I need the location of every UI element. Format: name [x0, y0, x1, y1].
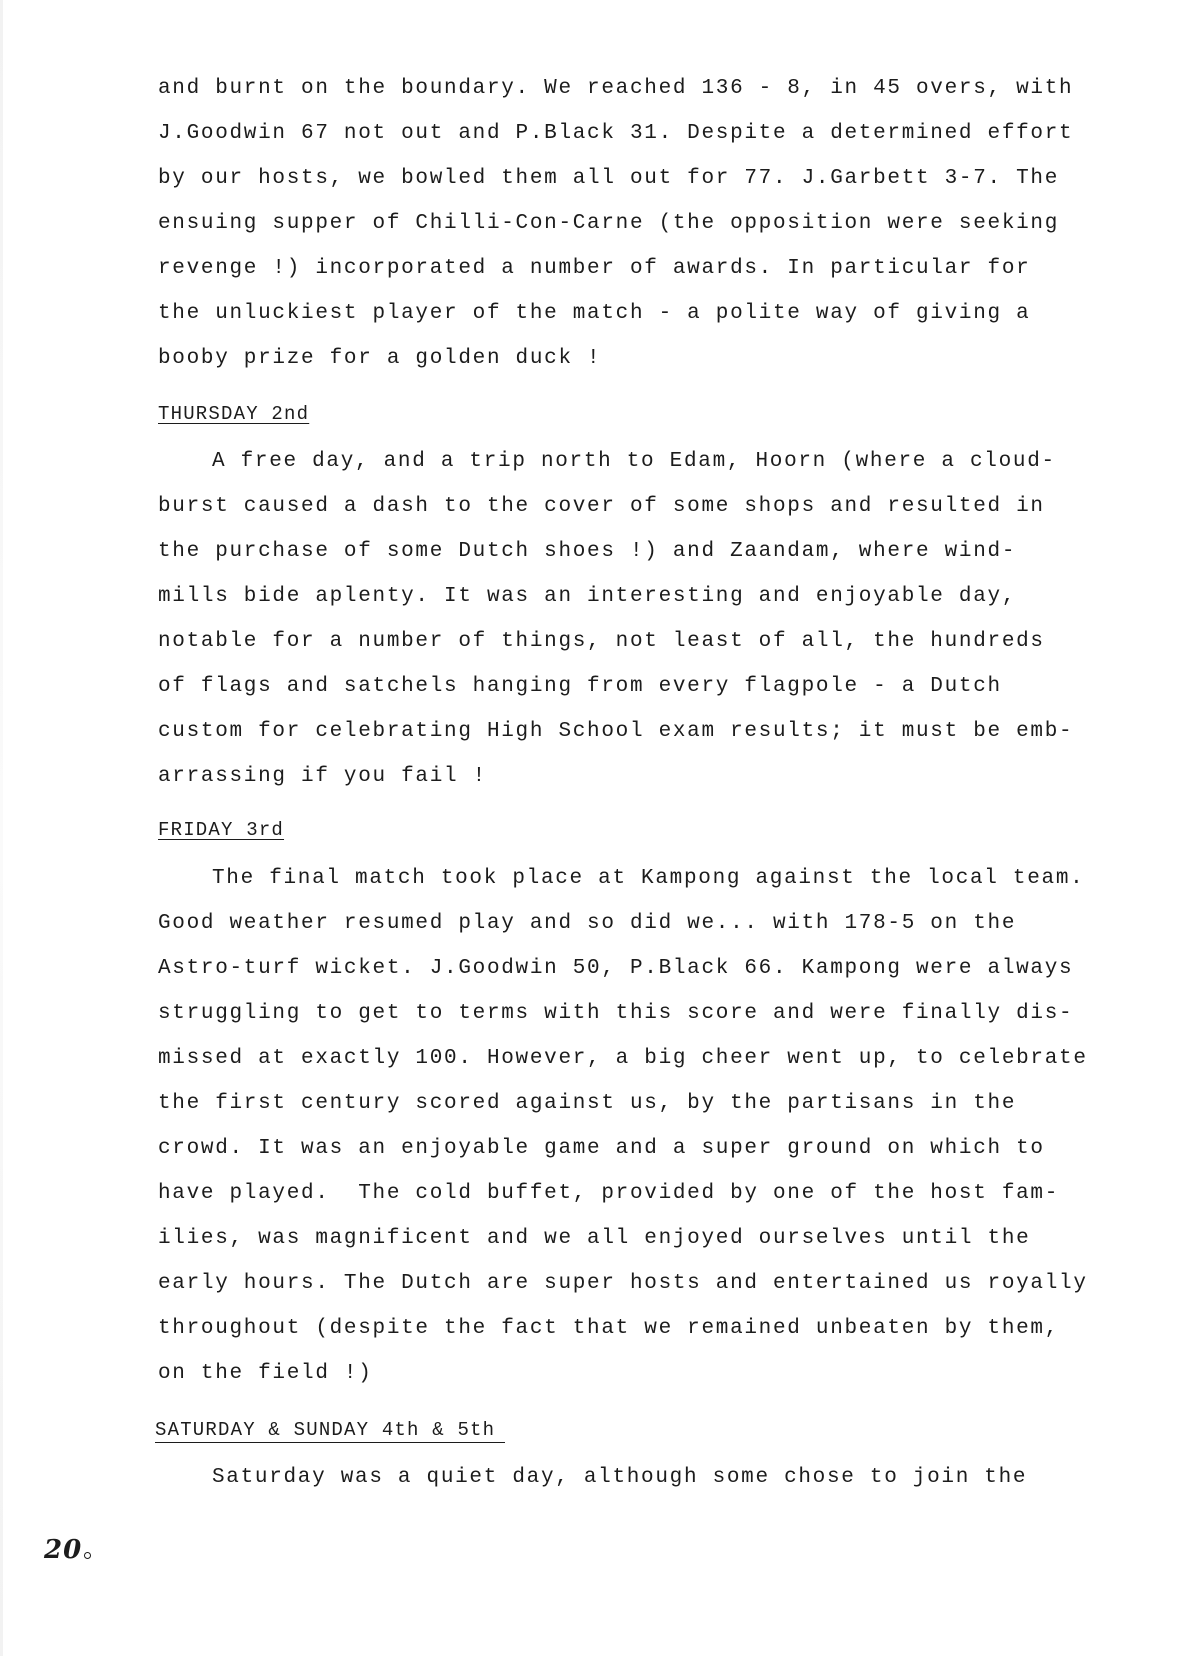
- text-line: throughout (despite the fact that we remained unbeaten by them,: [158, 1317, 1060, 1340]
- text-line: the purchase of some Dutch shoes !) and Zaandam, where wind-: [158, 540, 1017, 563]
- text-line: by our hosts, we bowled them all out for 77. J.Garbett 3-7. The: [158, 167, 1060, 190]
- text-line: crowd. It was an enjoyable game and a super ground on which to: [158, 1137, 1045, 1160]
- text-line: early hours. The Dutch are super hosts and entertained us royally: [158, 1272, 1088, 1295]
- text-line: Astro-turf wicket. J.Goodwin 50, P.Black 66. Kampong were always: [158, 957, 1074, 980]
- text-line: custom for celebrating High School exam results; it must be emb-: [158, 720, 1074, 743]
- text-line: ilies, was magnificent and we all enjoyed ourselves until the: [158, 1227, 1031, 1250]
- text-line: and burnt on the boundary. We reached 136 - 8, in 45 overs, with: [158, 77, 1074, 100]
- text-line: arrassing if you fail !: [158, 765, 487, 788]
- text-line: the first century scored against us, by the partisans in the: [158, 1092, 1017, 1115]
- text-line: ensuing supper of Chilli-Con-Carne (the opposition were seeking: [158, 212, 1060, 235]
- page-number: 20: [44, 1535, 83, 1565]
- section-heading-weekend: SATURDAY & SUNDAY 4th & 5th: [155, 1418, 505, 1443]
- text-line: of flags and satchels hanging from every flagpole - a Dutch: [158, 675, 1002, 698]
- text-line: Saturday was a quiet day, although some chose to join the: [212, 1466, 1028, 1489]
- text-line: revenge !) incorporated a number of awards. In particular for: [158, 257, 1031, 280]
- text-line: have played. The cold buffet, provided by one of the host fam-: [158, 1182, 1060, 1205]
- text-line: booby prize for a golden duck !: [158, 347, 602, 370]
- text-line: mills bide aplenty. It was an interesting and enjoyable day,: [158, 585, 1017, 608]
- section-heading-thursday: THURSDAY 2nd: [158, 403, 310, 425]
- page-edge-shadow: [0, 0, 3, 1656]
- text-line: The final match took place at Kampong against the local team.: [212, 867, 1085, 890]
- text-line: the unluckiest player of the match - a polite way of giving a: [158, 302, 1031, 325]
- text-line: notable for a number of things, not least of all, the hundreds: [158, 630, 1045, 653]
- text-line: burst caused a dash to the cover of some shops and resulted in: [158, 495, 1045, 518]
- text-line: J.Goodwin 67 not out and P.Black 31. Despite a determined effort: [158, 122, 1074, 145]
- text-line: Good weather resumed play and so did we... with 178-5 on the: [158, 912, 1017, 935]
- text-line: missed at exactly 100. However, a big cheer went up, to celebrate: [158, 1047, 1088, 1070]
- text-line: A free day, and a trip north to Edam, Hoorn (where a cloud-: [212, 450, 1056, 473]
- text-line: struggling to get to terms with this score and were finally dis-: [158, 1002, 1074, 1025]
- text-line: on the field !): [158, 1362, 373, 1385]
- section-heading-friday: FRIDAY 3rd: [158, 819, 285, 841]
